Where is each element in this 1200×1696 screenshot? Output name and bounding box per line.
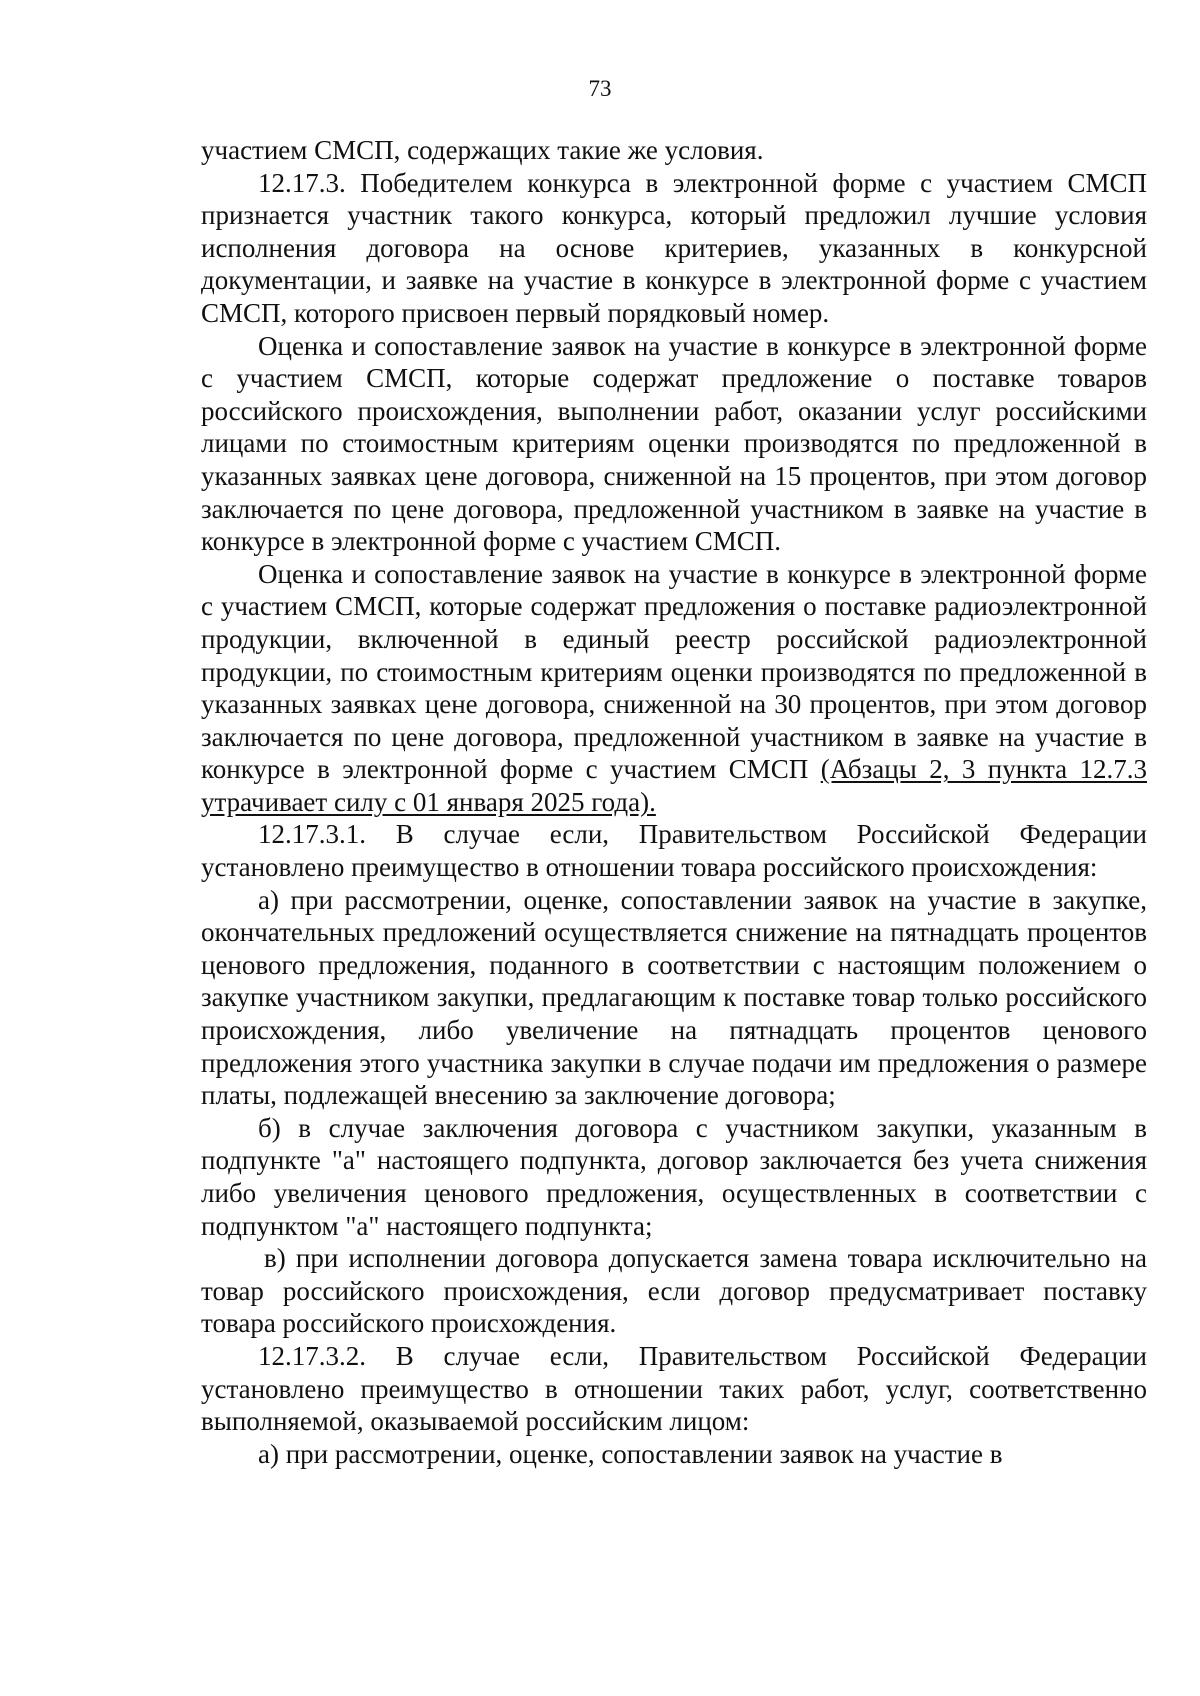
document-body bbox=[201, 134, 1147, 1470]
paragraph-price-reduction-30-text: Оценка и сопоставление заявок на участие в конкурсе в электронной форме с участием СМСП, которые содержат предложения о поставке радиоэлектронной продукции, включенной в единый реестр российской радиоэлектронной продукции, по стоимостным критериям оценки производятся по предложенной в указанных заявках цене договора, сниженной на 30 процентов, при этом договор заключается по цене договора, предложенной участником в заявке на участие в конкурсе в электронной форме с участием СМСП bbox=[201, 558, 1147, 785]
page-number: 73 bbox=[588, 76, 612, 101]
subparagraph-v-goods: в) при исполнении договора допускается замена товара исключительно на товар российского происхождения, если договор предусматривает поставку товара российского происхождения. bbox=[201, 1243, 1147, 1339]
subparagraph-a-works: а) при рассмотрении, оценке, сопоставлении заявок на участие в bbox=[258, 1438, 1003, 1469]
paragraph-continuation: участием СМСП, содержащих такие же условия. bbox=[201, 135, 764, 165]
paragraph-12-17-3: 12.17.3. Победителем конкурса в электронной форме с участием СМСП признается участник такого конкурса, который предложил лучшие условия исполнения договора на основе критериев, указанных в конкурсной документации, и заявке на участие в конкурсе в электронной форме с участием СМСП, которого присвоен первый порядковый номер. bbox=[201, 167, 1147, 328]
paragraph-price-reduction-30 bbox=[201, 558, 1147, 819]
paragraph-price-reduction-15: Оценка и сопоставление заявок на участие в конкурсе в электронной форме с участием СМСП, которые содержат предложение о поставке товаров российского происхождения, выполнении работ, оказании услуг российскими лицами по стоимостным критериям оценки производятся по предложенной в указанных заявках цене договора, сниженной на 15 процентов, при этом договор заключается по цене договора, предложенной участником в заявке на участие в конкурсе в электронной форме с участием СМСП. bbox=[201, 330, 1147, 557]
repeal-note: (Абзацы 2, 3 пункта 12.7.3 утрачивает силу с 01 января 2025 года). bbox=[201, 754, 1147, 817]
paragraph-12-17-3-2: 12.17.3.2. В случае если, Правительством Российской Федерации установлено преимущество в отношении таких работ, услуг, соответственно выполняемой, оказываемой российским лицом: bbox=[201, 1340, 1147, 1437]
subparagraph-a-goods: а) при рассмотрении, оценке, сопоставлении заявок на участие в закупке, окончательных предложений осуществляется снижение на пятнадцать процентов ценового предложения, поданного в соответствии с настоящим положением о закупке участником закупки, предлагающим к поставке товар только российского происхождения, либо увеличение на пятнадцать процентов ценового предложения этого участника закупки в случае подачи им предложения о размере платы, подлежащей внесению за заключение договора; bbox=[201, 884, 1147, 1111]
subparagraph-b-goods: б) в случае заключения договора с участником закупки, указанным в подпункте "а" настоящего подпункта, договор заключается без учета снижения либо увеличения ценового предложения, осуществленных в соответствии с подпунктом "а" настоящего подпункта; bbox=[201, 1112, 1147, 1241]
paragraph-12-17-3-1: 12.17.3.1. В случае если, Правительством Российской Федерации установлено преимущество в отношении товара российского происхождения: bbox=[201, 819, 1147, 883]
